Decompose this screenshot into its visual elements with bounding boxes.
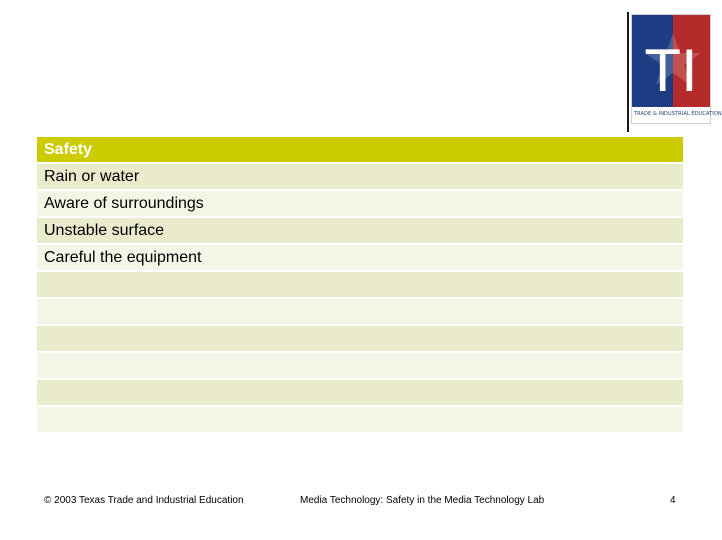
table-row [37, 191, 683, 216]
table-cell [37, 353, 683, 378]
table-row [37, 299, 683, 324]
table-row [37, 218, 683, 243]
ti-logo [631, 14, 722, 124]
table-cell [37, 380, 683, 405]
footer-copyright: © 2003 Texas Trade and Industrial Education [44, 495, 244, 506]
table-cell [37, 326, 683, 351]
logo-divider [627, 12, 629, 132]
table-cell: Unstable surface [37, 218, 683, 243]
table-cell [37, 407, 683, 432]
footer-title: Media Technology: Safety in the Media Technology Lab [300, 495, 545, 506]
safety-table [35, 135, 685, 434]
table-row [37, 407, 683, 432]
table-row [37, 164, 683, 189]
table-header: Safety [37, 137, 683, 162]
table-cell: Rain or water [37, 164, 683, 189]
table-row [37, 326, 683, 351]
table-row [37, 272, 683, 297]
table-row [37, 353, 683, 378]
table-header-row [37, 137, 683, 162]
ti-logo-mark [632, 15, 710, 107]
page-number: 4 [670, 495, 676, 506]
table-cell [37, 299, 683, 324]
table-row [37, 380, 683, 405]
table-row [37, 245, 683, 270]
table-cell [37, 272, 683, 297]
table-cell: Careful the equipment [37, 245, 683, 270]
table-cell: Aware of surroundings [37, 191, 683, 216]
logo-letters: TI [644, 37, 698, 104]
logo-tagline: TRADE & INDUSTRIAL EDUCATION [634, 111, 722, 117]
